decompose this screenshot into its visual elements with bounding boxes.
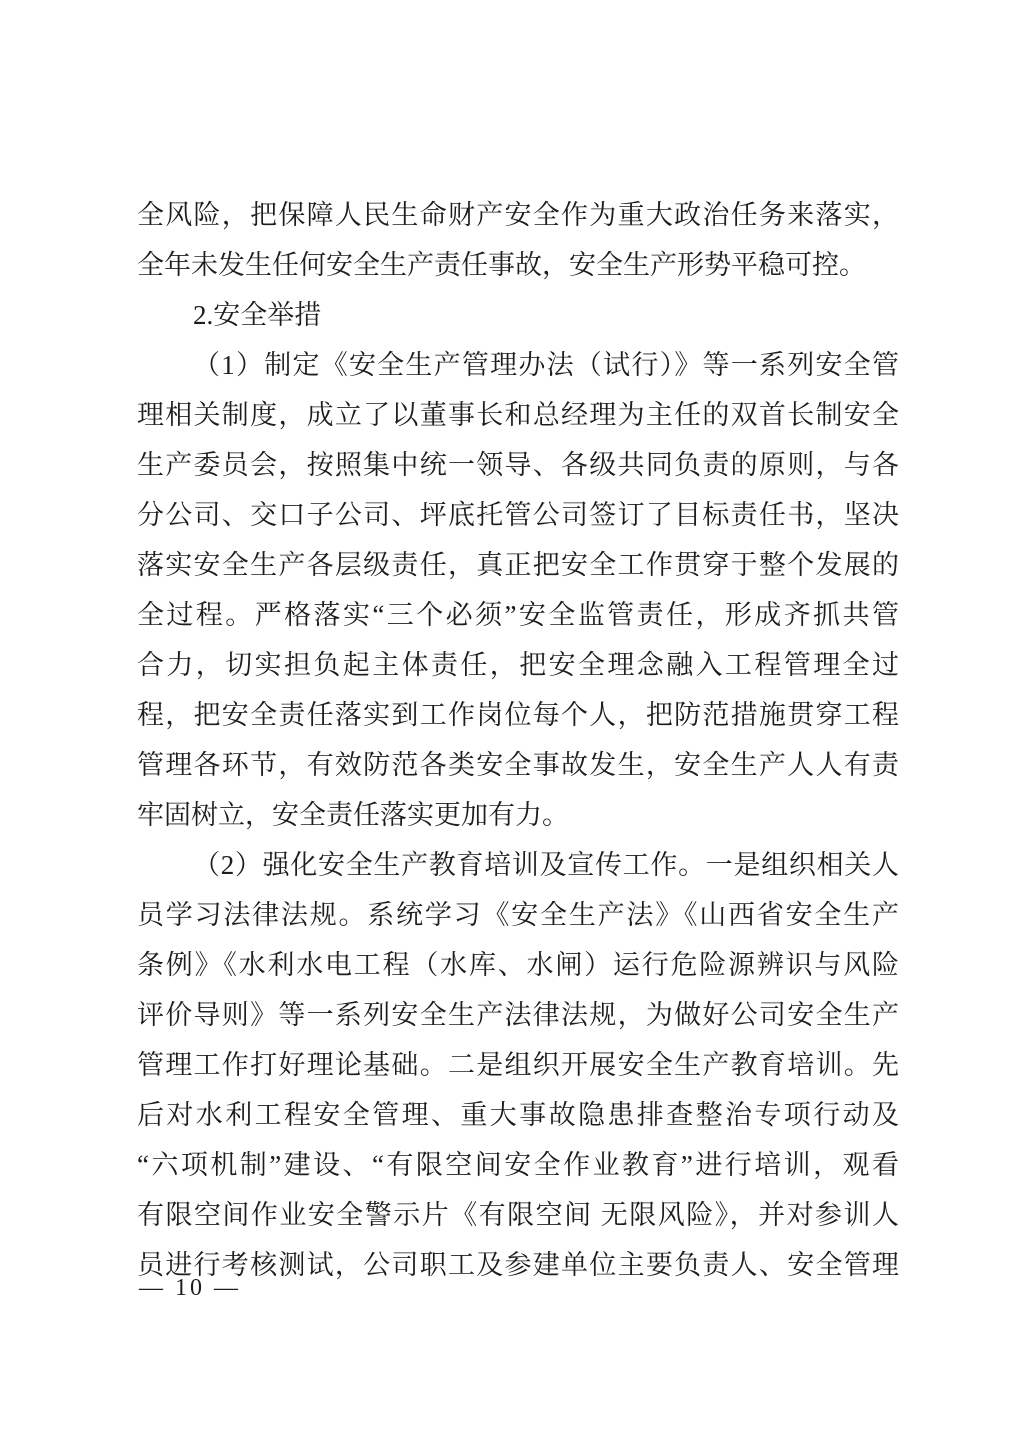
document-body [137,190,899,1290]
page-number: — 10 — [139,1275,241,1301]
text-line: （2）强化安全生产教育培训及宣传工作。一是组织相关人 [193,850,899,880]
text-line: 合力，切实担负起主体责任，把安全理念融入工程管理全过 [137,650,899,680]
paragraph-item-2 [137,840,899,1290]
text-line: 后对水利工程安全管理、重大事故隐患排查整治专项行动及 [137,1100,899,1130]
paragraph-continuation [137,190,899,290]
text-line: 全风险，把保障人民生命财产安全作为重大政治任务来落实， [137,200,899,230]
text-line: 全过程。严格落实“三个必须”安全监管责任，形成齐抓共管 [137,600,899,630]
section-heading-safety-measures [137,290,899,340]
text-line: 员进行考核测试，公司职工及参建单位主要负责人、安全管理 [137,1250,899,1280]
paragraph-item-1 [137,340,899,840]
heading-line: 2.安全举措 [193,300,322,330]
text-line: 评价导则》等一系列安全生产法律法规，为做好公司安全生产 [137,1000,899,1030]
text-line: 条例》《水利水电工程（水库、水闸）运行危险源辨识与风险 [137,950,899,980]
text-line: 员学习法律法规。系统学习《安全生产法》《山西省安全生产 [137,900,899,930]
text-line: （1）制定《安全生产管理办法（试行）》等一系列安全管 [193,350,899,380]
text-line: 全年未发生任何安全生产责任事故，安全生产形势平稳可控。 [137,250,866,280]
text-line: “六项机制”建设、“有限空间安全作业教育”进行培训，观看 [137,1150,899,1180]
text-line: 管理各环节，有效防范各类安全事故发生，安全生产人人有责 [137,750,899,780]
text-line: 程，把安全责任落实到工作岗位每个人，把防范措施贯穿工程 [137,700,899,730]
text-line: 理相关制度，成立了以董事长和总经理为主任的双首长制安全 [137,400,899,430]
text-line: 有限空间作业安全警示片《有限空间 无限风险》，并对参训人 [137,1200,899,1230]
text-line: 生产委员会，按照集中统一领导、各级共同负责的原则，与各 [137,450,899,480]
text-line: 管理工作打好理论基础。二是组织开展安全生产教育培训。先 [137,1050,899,1080]
text-line: 牢固树立，安全责任落实更加有力。 [137,800,569,830]
text-line: 分公司、交口子公司、坪底托管公司签订了目标责任书，坚决 [137,500,899,530]
text-line: 落实安全生产各层级责任，真正把安全工作贯穿于整个发展的 [137,550,899,580]
